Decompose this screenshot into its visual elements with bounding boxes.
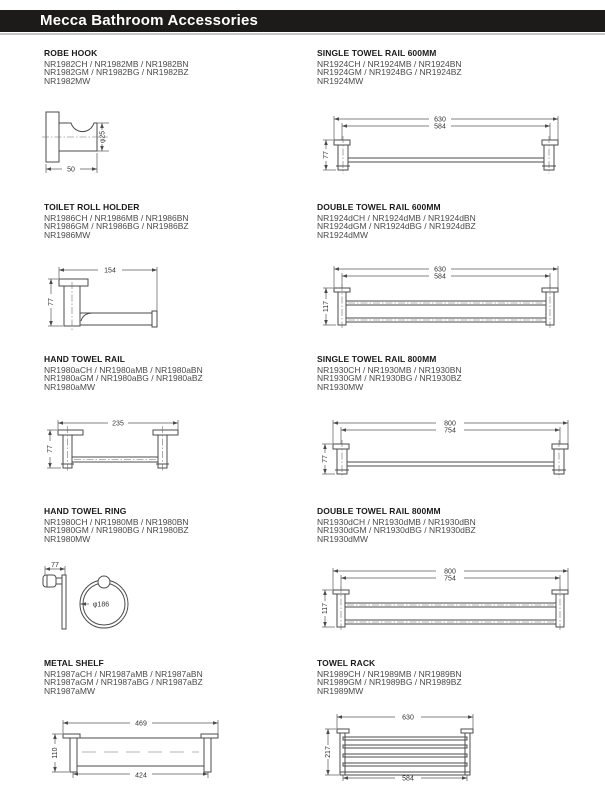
product-hand-towel-ring <box>44 506 324 543</box>
page-title: Mecca Bathroom Accessories <box>40 12 259 29</box>
dimension-label: 110 <box>52 747 59 759</box>
dimension-label: 77 <box>51 562 59 569</box>
product-code-line: NR1982MW <box>44 75 91 86</box>
product-title: SINGLE TOWEL RAIL 800MM <box>317 354 437 364</box>
product-code-line: NR1924dCH / NR1924dMB / NR1924dBN <box>317 213 476 223</box>
page-header <box>0 10 605 32</box>
product-title: TOWEL RACK <box>317 658 376 668</box>
product-code-line: NR1989GM / NR1989BG / NR1989BZ <box>317 677 462 688</box>
dimension-label: 117 <box>322 602 329 615</box>
product-code-line: NR1924MW <box>317 75 364 86</box>
metal-shelf-drawing <box>40 708 260 798</box>
dimension-label: 584 <box>402 775 414 783</box>
product-code-line: NR1924GM / NR1924BG / NR1924BZ <box>317 67 462 78</box>
dimension-label: 424 <box>135 772 147 780</box>
dimension-label: 630 <box>434 116 446 124</box>
product-toilet-roll-holder <box>44 202 324 239</box>
towel-rack-drawing <box>315 703 495 799</box>
product-code-line: NR1930dMW <box>317 533 369 544</box>
product-title: METAL SHELF <box>44 658 104 668</box>
product-towel-rack <box>317 658 597 695</box>
dimension-label: 77 <box>48 298 55 306</box>
product-code-line: NR1980MW <box>44 533 91 544</box>
dimension-label: 800 <box>444 568 456 576</box>
product-code-line: NR1930dCH / NR1930dMB / NR1930dBN <box>317 517 476 527</box>
product-code-line: NR1924dMW <box>317 229 369 240</box>
product-robe-hook <box>44 48 324 85</box>
product-code-line: NR1930CH / NR1930MB / NR1930BN <box>317 365 462 375</box>
dimension-label: 754 <box>444 575 456 583</box>
toilet-roll-holder-drawing <box>40 258 185 338</box>
product-code-line: NR1980aCH / NR1980aMB / NR1980aBN <box>44 365 203 375</box>
dimension-label: 77 <box>47 445 54 453</box>
product-title: DOUBLE TOWEL RAIL 600MM <box>317 202 441 212</box>
product-title: SINGLE TOWEL RAIL 600MM <box>317 48 437 58</box>
hand-towel-rail-drawing <box>40 410 235 482</box>
product-code-line: NR1986CH / NR1986MB / NR1986BN <box>44 213 189 223</box>
product-title: TOILET ROLL HOLDER <box>44 202 140 212</box>
hand-towel-ring-drawing <box>40 560 175 652</box>
dimension-label: 77 <box>323 151 330 159</box>
product-code-line: NR1980aMW <box>44 381 96 392</box>
product-code-line: NR1989MW <box>317 685 364 696</box>
product-code-line: NR1980GM / NR1980BG / NR1980BZ <box>44 525 189 536</box>
dimension-label: 117 <box>323 300 330 313</box>
dimension-label: 754 <box>444 427 456 435</box>
dimension-label: 584 <box>434 123 446 131</box>
product-double-towel-rail-800 <box>317 506 597 543</box>
product-code-line: NR1980aGM / NR1980aBG / NR1980aBZ <box>44 373 203 384</box>
robe-hook-drawing <box>40 106 170 196</box>
dimension-label: 77 <box>322 455 329 463</box>
dimension-label: 50 <box>67 166 75 174</box>
product-title: ROBE HOOK <box>44 48 98 58</box>
dimension-label: 584 <box>434 273 446 281</box>
product-code-line: NR1982CH / NR1982MB / NR1982BN <box>44 59 189 69</box>
product-metal-shelf <box>44 658 324 695</box>
product-code-line: NR1924CH / NR1924MB / NR1924BN <box>317 59 462 69</box>
product-code-line: NR1930dGM / NR1930dBG / NR1930dBZ <box>317 525 476 536</box>
product-single-towel-rail-800 <box>317 354 597 391</box>
product-code-line: NR1987aCH / NR1987aMB / NR1987aBN <box>44 669 203 679</box>
product-code-line: NR1924dGM / NR1924dBG / NR1924dBZ <box>317 221 476 232</box>
double-towel-rail-600-drawing <box>315 258 590 336</box>
product-title: HAND TOWEL RING <box>44 506 127 516</box>
product-code-line: NR1980CH / NR1980MB / NR1980BN <box>44 517 189 527</box>
product-title: HAND TOWEL RAIL <box>44 354 125 364</box>
double-towel-rail-800-drawing <box>312 560 597 638</box>
dimension-label: 630 <box>402 714 414 722</box>
dimension-label: 630 <box>434 266 446 274</box>
product-double-towel-rail-600 <box>317 202 597 239</box>
product-title: DOUBLE TOWEL RAIL 800MM <box>317 506 441 516</box>
product-code-line: NR1930GM / NR1930BG / NR1930BZ <box>317 373 462 384</box>
product-code-line: NR1982GM / NR1982BG / NR1982BZ <box>44 67 189 78</box>
dimension-label: 217 <box>325 746 332 758</box>
dimension-label: φ25 <box>99 130 107 144</box>
dimension-label: 154 <box>104 267 116 275</box>
dimension-label: φ186 <box>92 601 110 609</box>
product-code-line: NR1986MW <box>44 229 91 240</box>
single-towel-rail-800-drawing <box>312 412 597 487</box>
product-code-line: NR1986GM / NR1986BG / NR1986BZ <box>44 221 189 232</box>
product-code-line: NR1987aGM / NR1987aBG / NR1987aBZ <box>44 677 203 688</box>
product-code-line: NR1987aMW <box>44 685 96 696</box>
product-hand-towel-rail <box>44 354 324 391</box>
product-code-line: NR1930MW <box>317 381 364 392</box>
header-divider <box>0 33 605 35</box>
product-single-towel-rail-600 <box>317 48 597 85</box>
dimension-label: 235 <box>112 420 124 428</box>
dimension-label: 469 <box>135 720 147 728</box>
single-towel-rail-600-drawing <box>315 108 590 183</box>
dimension-label: 800 <box>444 420 456 428</box>
product-code-line: NR1989CH / NR1989MB / NR1989BN <box>317 669 462 679</box>
